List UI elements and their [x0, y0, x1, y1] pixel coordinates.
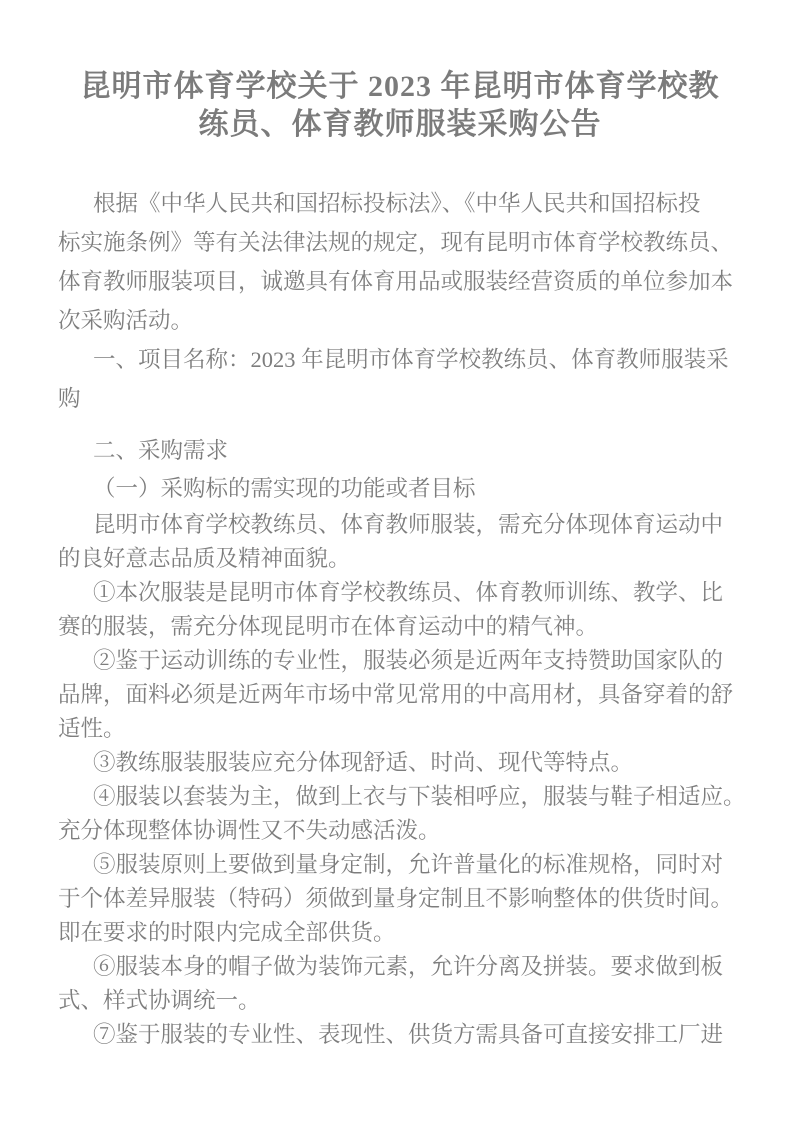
text-line: （一）采购标的需实现的功能或者目标 — [93, 476, 476, 501]
requirement-item-6 — [58, 950, 736, 1018]
requirement-overview — [58, 508, 736, 576]
text-line: 标实施条例》等有关法律法规的规定，现有昆明市体育学校教练员、 — [58, 230, 734, 255]
text-line: 二、采购需求 — [93, 438, 229, 463]
intro-paragraph — [58, 184, 736, 340]
text-line: 的良好意志品质及精神面貌。 — [58, 546, 351, 571]
text-line: ②鉴于运动训练的专业性，服装必须是近两年支持赞助国家队的 — [93, 648, 724, 673]
requirement-item-2 — [58, 644, 736, 746]
title-line: 昆明市体育学校关于 2023 年昆明市体育学校教 — [80, 70, 720, 103]
document-title — [0, 0, 800, 144]
text-line: 即在要求的时限内完成全部供货。 — [58, 920, 396, 945]
text-line: 于个体差异服装（特码）须做到量身定制且不影响整体的供货时间。 — [58, 886, 734, 911]
text-line: ①本次服装是昆明市体育学校教练员、体育教师训练、教学、比 — [93, 580, 724, 605]
requirement-item-3 — [58, 746, 736, 780]
text-line: 昆明市体育学校教练员、体育教师服装，需充分体现体育运动中 — [93, 512, 724, 537]
requirement-item-5 — [58, 848, 736, 950]
text-line: 购 — [58, 386, 81, 411]
text-line: 根据《中华人民共和国招标投标法》、《中华人民共和国招标投 — [93, 191, 701, 216]
text-line: ③教练服装服装应充分体现舒适、时尚、现代等特点。 — [93, 750, 634, 775]
document-body — [58, 184, 746, 1052]
text-line: ⑤服装原则上要做到量身定制，允许普量化的标准规格，同时对 — [93, 852, 724, 877]
section-2-heading — [58, 432, 736, 470]
text-line: 体育教师服装项目，诚邀具有体育用品或服装经营资质的单位参加本 — [58, 269, 734, 294]
requirement-item-1 — [58, 576, 736, 644]
text-line: ⑦鉴于服装的专业性、表现性、供货方需具备可直接安排工厂进 — [93, 1022, 724, 1047]
text-line: ④服装以套装为主，做到上衣与下装相呼应，服装与鞋子相适应。 — [93, 784, 746, 809]
text-line: 赛的服装，需充分体现昆明市在体育运动中的精气神。 — [58, 614, 599, 639]
section-2-1-heading — [58, 470, 736, 508]
text-line: 充分体现整体协调性又不失动感活泼。 — [58, 818, 441, 843]
section-1-project-name — [58, 340, 736, 418]
title-line: 练员、体育教师服装采购公告 — [198, 108, 602, 141]
text-line: ⑥服装本身的帽子做为装饰元素，允许分离及拼装。要求做到板 — [93, 954, 724, 979]
requirement-item-7 — [58, 1018, 736, 1052]
text-line: 一、项目名称：2023 年昆明市体育学校教练员、体育教师服装采 — [93, 347, 729, 372]
text-line: 次采购活动。 — [58, 308, 194, 333]
text-line: 式、样式协调统一。 — [58, 988, 261, 1013]
requirement-item-4 — [58, 780, 746, 848]
text-line: 品牌，面料必须是近两年市场中常见常用的中高用材，具备穿着的舒 — [58, 682, 734, 707]
text-line: 适性。 — [58, 716, 126, 741]
